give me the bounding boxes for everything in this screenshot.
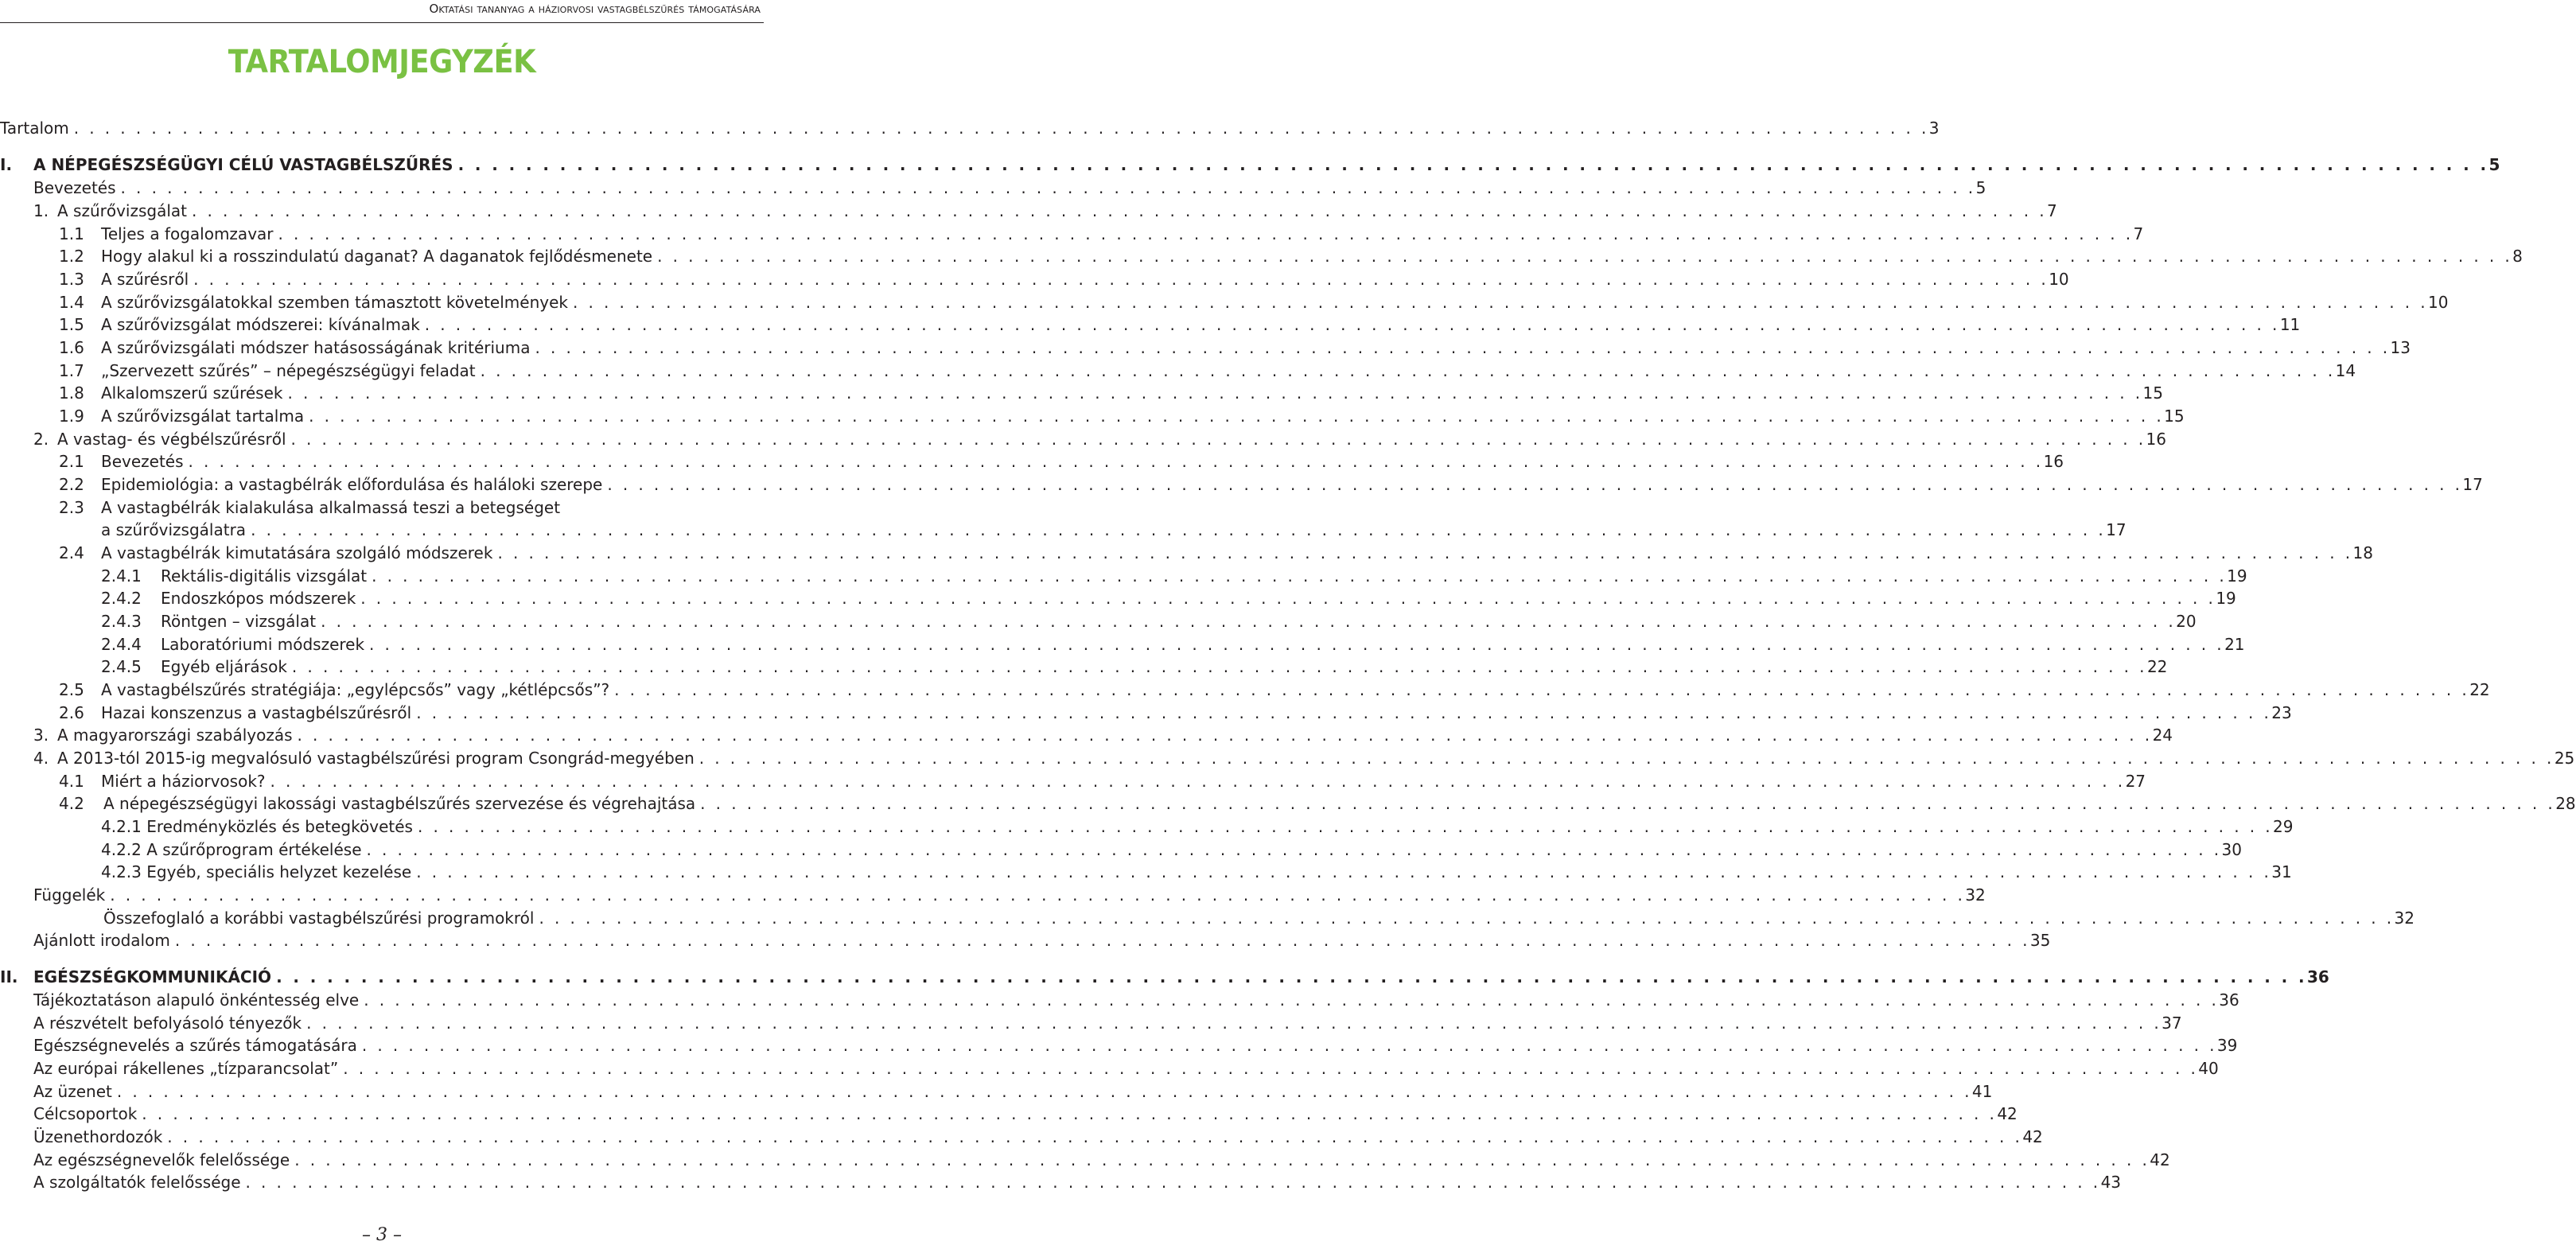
toc-entry-page: 22 <box>2469 680 2490 699</box>
toc-entry-title: Rektális-digitális vizsgálat <box>161 566 368 586</box>
toc-leader-dots: . . . . . . . . . . . . . . . . . . . . . . . . . . . . . . . . . . . . . . . . . . . . . . . . . . . . . . . . . . . . . . . . . . . . . . . . . . . . . . . . . . . . . . . . . . . . . . . . . . . . . . . . . . . . . . . . . . . . . . . . <box>287 383 2143 403</box>
toc-entry-page: 3 <box>1928 119 1940 138</box>
toc-entry[interactable] <box>0 1080 1993 1103</box>
toc-entry-page: 19 <box>2216 589 2236 608</box>
toc-entry-number: 1.2 <box>59 247 84 266</box>
toc-leader-dots: . . . . . . . . . . . . . . . . . . . . . . . . . . . . . . . . . . . . . . . . . . . . . . . . . . . . . . . . . . . . . . . . . . . . . . . . . . . . . . . . . . . . . . . . . . . . . . . . . . . . . . . . . . . . . . . . . . . . . . . . <box>294 1150 2150 1169</box>
toc-leader-dots: . . . . . . . . . . . . . . . . . . . . . . . . . . . . . . . . . . . . . . . . . . . . . . . . . . . . . . . . . . . . . . . . . . . . . . . . . . . . . . . . . . . . . . . . . . . . . . . . . . . . . . . . . . . . . . . . . . . . . . . . <box>417 817 2273 836</box>
toc-entry-title: A népegészségügyi lakossági vastagbélszűrés szervezése és végrehajtása <box>103 794 696 813</box>
toc-entry[interactable] <box>0 519 2127 541</box>
toc-leader-dots: . . . . . . . . . . . . . . . . . . . . . . . . . . . . . . . . . . . . . . . . . . . . . . . . . . . . . . . . . . . . . . . . . . . . . . . . . . . . . . . . . . . . . . . . . . . . . . . . . . . . . . . . . . . . . . . . . . . . . . . . <box>372 566 2228 586</box>
toc-leader-dots: . . . . . . . . . . . . . . . . . . . . . . . . . . . . . . . . . . . . . . . . . . . . . . . . . . . . . . . . . . . . . . . . . . . . . . . . . . . . . . . . . . . . . . . . . . . . . . . . . . . . . . . . . . . . . . . . . . . . . . . . <box>364 990 2220 1010</box>
toc-entry-number: 1.9 <box>59 407 84 426</box>
toc-entry-page: 21 <box>2224 635 2245 654</box>
toc-entry[interactable] <box>0 679 2490 701</box>
toc-entry-page: 32 <box>1965 885 1986 905</box>
toc-entry-title: Egészségnevelés a szűrés támogatására <box>33 1036 357 1055</box>
toc-entry-title: Függelék <box>33 885 106 905</box>
toc-entry-number: 2.4.1 <box>101 566 142 586</box>
toc-entry[interactable] <box>0 223 2144 245</box>
toc-entry-page: 36 <box>2306 967 2329 986</box>
toc-entry[interactable] <box>0 815 2294 838</box>
toc-entry-page: 22 <box>2146 657 2168 676</box>
toc-leader-dots: . . . . . . . . . . . . . . . . . . . . . . . . . . . . . . . . . . . . . . . . . . . . . . . . . . . . . . . . . . . . . . . . . . . . . . . . . . . . . . . . . . . . . . . . . . . . . . . . . . . . . . . . . . . . . . . . . . . . . . . . <box>366 840 2222 859</box>
toc-leader-dots: . . . . . . . . . . . . . . . . . . . . . . . . . . . . . . . . . . . . . . . . . . . . . . . . . . . . . . . . . . . . . . . . . . . . . . . . . . . . . . . . . . . . . . . . . . . . . . . . . . . . . . . . . . . . . . . . . . . . . . . . <box>424 315 2280 334</box>
toc-entry[interactable] <box>0 929 2051 951</box>
toc-entry-page: 15 <box>2142 383 2163 403</box>
toc-leader-dots: . . . . . . . . . . . . . . . . . . . . . . . . . . . . . . . . . . . . . . . . . . . . . . . . . . . . . . . . . . . . . . . . . . . . . . . . . . . . . . . . . . . . . . . . . . . . . . . . . . . . . . . . . . . . . . . . . . . . . . . . <box>309 407 2165 426</box>
toc-entry[interactable] <box>0 1034 2238 1056</box>
toc-leader-dots: . . . . . . . . . . . . . . . . . . . . . . . . . . . . . . . . . . . . . . . . . . . . . . . . . . . . . . . . . . . . . . . . . . . . . . . . . . . . . . . . . . . . . . . . . . . . . . . . . . . . . . . . . . . . . . . . . . . . . . . . <box>297 726 2153 745</box>
toc-entry[interactable] <box>0 450 2064 473</box>
toc-leader-dots: . . . . . . . . . . . . . . . . . . . . . . . . . . . . . . . . . . . . . . . . . . . . . . . . . . . . . . . . . . . . . . . . . . . . . . . . . . . . . . . . . . . . . . . . . . . . . . . . . . . . . . . . . . . . . . . . . . . . . . . . <box>270 772 2126 791</box>
toc-leader-dots: . . . . . . . . . . . . . . . . . . . . . . . . . . . . . . . . . . . . . . . . . . . . . . . . . . . . . . . . . . . . . . . . . . . . . . . . . . . . . . . . . . . . . . . . . . . . . . . . . . . . . . . . . . . . . . . . . . . . . . . . <box>700 794 2556 813</box>
toc-entry-page: 32 <box>2394 909 2415 928</box>
toc-entry-page: 23 <box>2271 703 2292 722</box>
toc-entry-title: Ajánlott irodalom <box>33 931 170 950</box>
toc-entry[interactable] <box>0 117 1940 139</box>
toc-entry-page: 29 <box>2272 817 2294 836</box>
toc-entry-title: Röntgen – vizsgálat <box>161 612 317 631</box>
toc-entry-title: A vastagbélszűrés stratégiája: „egylépcsős” vagy „kétlépcsős”? <box>101 680 610 699</box>
running-title: Oktatási tananyag a háziorvosi vastagbélszűrés támogatására <box>429 2 761 16</box>
toc-entry[interactable] <box>0 724 2173 746</box>
toc-entry[interactable] <box>0 1171 2122 1193</box>
toc-entry-title: A szűrővizsgálat <box>57 201 188 220</box>
toc-entry[interactable] <box>0 1057 2219 1080</box>
toc-entry[interactable] <box>0 989 2239 1011</box>
toc-entry-number: 2.4.4 <box>101 635 142 654</box>
toc-leader-dots: . . . . . . . . . . . . . . . . . . . . . . . . . . . . . . . . . . . . . . . . . . . . . . . . . . . . . . . . . . . . . . . . . . . . . . . . . . . . . . . . . . . . . . . . . . . . . . . . . . . . . . . . . . . . . . . . . . . . . . . . <box>306 1014 2162 1033</box>
toc-leader-dots: . . . . . . . . . . . . . . . . . . . . . . . . . . . . . . . . . . . . . . . . . . . . . . . . . . . . . . . . . . . . . . . . . . . . . . . . . . . . . . . . . . . . . . . . . . . . . . . . . . . . . . . . . . . . . . . . . . . . . . . . <box>535 338 2391 357</box>
toc-leader-dots: . . . . . . . . . . . . . . . . . . . . . . . . . . . . . . . . . . . . . . . . . . . . . . . . . . . . . . . . . . . . . . . . . . . . . . . . . . . . . . . . . . . . . . . . . . . . . . . . . . . . . . . . . . . . . . . . . . . . . . . . <box>110 885 1966 905</box>
toc-entry[interactable] <box>0 496 764 519</box>
toc-entry-page: 13 <box>2390 338 2411 357</box>
toc-leader-dots: . . . . . . . . . . . . . . . . . . . . . . . . . . . . . . . . . . . . . . . . . . . . . . . . . . . . . . . . . . . . . . . . . . . . . . . . . . . . . . . . . . . . . . . . . . . . . . . . . . . . . . . . . . . . . . . . . . . . . . . . <box>360 589 2216 608</box>
toc-entry-number: 2.4 <box>59 543 84 562</box>
toc-entry-number: 1.3 <box>59 270 84 289</box>
toc-entry-title: A szűrővizsgálati módszer hatásosságának kritériuma <box>101 338 531 357</box>
toc-entry-page: 20 <box>2176 612 2197 631</box>
toc-entry-page: 42 <box>2022 1127 2043 1146</box>
toc-entry-title: Hogy alakul ki a rosszindulatú daganat? A daganatok fejlődésmenete <box>101 247 653 266</box>
toc-leader-dots: . . . . . . . . . . . . . . . . . . . . . . . . . . . . . . . . . . . . . . . . . . . . . . . . . . . . . . . . . . . . . . . . . . . . . . . . . . . . . . . . . . . . . . . . . . . . . . . . . . . . . . . . . . . . . . . . . . . . . . . . <box>192 201 2048 220</box>
toc-entry-page: 39 <box>2216 1036 2238 1055</box>
toc-leader-dots: . . . . . . . . . . . . . . . . . . . . . . . . . . . . . . . . . . . . . . . . . . . . . . . . . . . . . . . . . . . . . . . . . . . . . . . . . . . . . . . . . . . . . . . . . . . . . . . . . . . . . . . . . . . . . . . . . . . . . . . . <box>290 430 2146 449</box>
toc-entry-page: 19 <box>2227 566 2247 586</box>
toc-entry-number: 1.7 <box>59 361 84 380</box>
toc-entry-page: 43 <box>2100 1173 2122 1192</box>
toc-entry-title: Célcsoportok <box>33 1104 138 1123</box>
toc-entry[interactable] <box>0 884 1986 906</box>
toc-leader-dots: . . . . . . . . . . . . . . . . . . . . . . . . . . . . . . . . . . . . . . . . . . . . . . . . . . . . . . . . . . . . . . . . . . . . . . . . . . . . . . . . . . . . . . . . . . . . . . . . . . . . . . . . . . . . . . . . . . . . . . . . <box>276 967 2307 986</box>
toc-entry-page: 28 <box>2555 794 2576 813</box>
toc-entry-number: 4.1 <box>59 772 84 791</box>
toc-entry[interactable] <box>0 702 2292 724</box>
toc-entry-number: 2.4.3 <box>101 612 142 631</box>
toc-entry[interactable] <box>0 245 2523 267</box>
toc-entry-number: 2.1 <box>59 452 84 471</box>
toc-entry-title: A vastag- és végbélszűrésről <box>57 430 286 449</box>
toc-entry-title: „Szervezett szűrés” – népegészségügyi feladat <box>101 361 476 380</box>
toc-entry-title: Az európai rákellenes „tízparancsolat” <box>33 1059 339 1078</box>
toc-entry[interactable] <box>0 360 2356 382</box>
toc-entry-title: A vastagbélrák kimutatására szolgáló módszerek <box>101 543 493 562</box>
toc-entry[interactable] <box>0 747 2575 769</box>
toc-entry-page: 14 <box>2335 361 2356 380</box>
toc-entry-title: EGÉSZSÉGKOMMUNIKÁCIÓ <box>33 967 272 986</box>
toc-leader-dots: . . . . . . . . . . . . . . . . . . . . . . . . . . . . . . . . . . . . . . . . . . . . . . . . . . . . . . . . . . . . . . . . . . . . . . . . . . . . . . . . . . . . . . . . . . . . . . . . . . . . . . . . . . . . . . . . . . . . . . . . <box>278 224 2134 243</box>
toc-entry[interactable] <box>0 542 2373 564</box>
toc-leader-dots: . . . . . . . . . . . . . . . . . . . . . . . . . . . . . . . . . . . . . . . . . . . . . . . . . . . . . . . . . . . . . . . . . . . . . . . . . . . . . . . . . . . . . . . . . . . . . . . . . . . . . . . . . . . . . . . . . . . . . . . . <box>416 862 2272 881</box>
toc-entry[interactable] <box>0 291 2449 313</box>
toc-entry-title: 4.2.2 A szűrőprogram értékelése <box>101 840 362 859</box>
toc-entry-number: 4. <box>33 749 49 768</box>
toc-leader-dots: . . . . . . . . . . . . . . . . . . . . . . . . . . . . . . . . . . . . . . . . . . . . . . . . . . . . . . . . . . . . . . . . . . . . . . . . . . . . . . . . . . . . . . . . . . . . . . . . . . . . . . . . . . . . . . . . . . . . . . . . <box>193 270 2049 289</box>
toc-entry-number: I. <box>0 155 13 174</box>
running-header <box>0 0 764 23</box>
toc-leader-dots: . . . . . . . . . . . . . . . . . . . . . . . . . . . . . . . . . . . . . . . . . . . . . . . . . . . . . . . . . . . . . . . . . . . . . . . . . . . . . . . . . . . . . . . . . . . . . . . . . . . . . . . . . . . . . . . . . . . . . . . . <box>245 1173 2101 1192</box>
toc-entry-number: 2.4.2 <box>101 589 142 608</box>
toc-entry-page: 40 <box>2198 1059 2219 1078</box>
toc-entry-page: 17 <box>2106 520 2127 539</box>
toc-leader-dots: . . . . . . . . . . . . . . . . . . . . . . . . . . . . . . . . . . . . . . . . . . . . . . . . . . . . . . . . . . . . . . . . . . . . . . . . . . . . . . . . . . . . . . . . . . . . . . . . . . . . . . . . . . . . . . . . . . . . . . . . <box>188 452 2044 471</box>
toc-entry-title: A 2013-tól 2015-ig megvalósuló vastagbélszűrési program Csongrád-megyében <box>57 749 695 768</box>
toc-entry[interactable] <box>0 587 2236 609</box>
toc-entry-title: Bevezetés <box>33 178 116 197</box>
toc-entry-title: A szűrővizsgálatokkal szemben támasztott követelmények <box>101 293 568 312</box>
toc-entry-number: 2.3 <box>59 498 84 517</box>
toc-leader-dots: . . . . . . . . . . . . . . . . . . . . . . . . . . . . . . . . . . . . . . . . . . . . . . . . . . . . . . . . . . . . . . . . . . . . . . . . . . . . . . . . . . . . . . . . . . . . . . . . . . . . . . . . . . . . . . . . . . . . . . . . <box>572 293 2429 312</box>
toc-entry-page: 11 <box>2279 315 2301 334</box>
toc-entry-title: Üzenethordozók <box>33 1127 163 1146</box>
toc-entry-page: 10 <box>2428 293 2449 312</box>
toc-entry[interactable] <box>0 656 2168 678</box>
toc-entry-title: Teljes a fogalomzavar <box>101 224 274 243</box>
toc-entry[interactable] <box>0 473 2483 496</box>
toc-entry-number: 1.1 <box>59 224 84 243</box>
toc-leader-dots: . . . . . . . . . . . . . . . . . . . . . . . . . . . . . . . . . . . . . . . . . . . . . . . . . . . . . . . . . . . . . . . . . . . . . . . . . . . . . . . . . . . . . . . . . . . . . . . . . . . . . . . . . . . . . . . . . . . . . . . . <box>167 1127 2023 1146</box>
toc-entry-page: 27 <box>2125 772 2146 791</box>
toc-entry-page: 25 <box>2554 749 2575 768</box>
toc-entry-page: 31 <box>2271 862 2292 881</box>
toc-entry-title: A magyarországi szabályozás <box>57 726 293 745</box>
toc-leader-dots: . . . . . . . . . . . . . . . . . . . . . . . . . . . . . . . . . . . . . . . . . . . . . . . . . . . . . . . . . . . . . . . . . . . . . . . . . . . . . . . . . . . . . . . . . . . . . . . . . . . . . . . . . . . . . . . . . . . . . . . . <box>416 703 2272 722</box>
toc-entry[interactable] <box>0 610 2197 632</box>
toc-leader-dots: . . . . . . . . . . . . . . . . . . . . . . . . . . . . . . . . . . . . . . . . . . . . . . . . . . . . . . . . . . . . . . . . . . . . . . . . . . . . . . . . . . . . . . . . . . . . . . . . . . . . . . . . . . . . . . . . . . . . . . . . <box>657 247 2513 266</box>
toc-entry-title: A részvételt befolyásoló tényezők <box>33 1014 302 1033</box>
toc-entry-title: Endoszkópos módszerek <box>161 589 356 608</box>
toc-entry-number: II. <box>0 967 18 986</box>
toc-entry-page: 36 <box>2219 990 2239 1010</box>
toc-entry-page: 30 <box>2221 840 2242 859</box>
toc-entry[interactable] <box>0 177 1986 199</box>
page-number: – 3 – <box>362 1225 402 1245</box>
toc-entry[interactable] <box>0 200 2057 222</box>
toc-leader-dots: . . . . . . . . . . . . . . . . . . . . . . . . . . . . . . . . . . . . . . . . . . . . . . . . . . . . . . . . . . . . . . . . . . . . . . . . . . . . . . . . . . . . . . . . . . . . . . . . . . . . . . . . . . . . . . . . . . . . . . . . <box>174 931 2030 950</box>
toc-entry-number: 1.5 <box>59 315 84 334</box>
toc-entry[interactable] <box>0 405 2185 427</box>
toc-entry-number: 1.6 <box>59 338 84 357</box>
toc-entry[interactable] <box>0 1012 2182 1034</box>
toc-entry-page: 7 <box>2133 224 2144 243</box>
page-title: TARTALOMJEGYZÉK <box>228 44 536 80</box>
toc-entry-number: 2.2 <box>59 475 84 494</box>
toc-entry-page: 15 <box>2164 407 2185 426</box>
toc-entry-title: Egyéb eljárások <box>161 657 287 676</box>
toc-leader-dots: . . . . . . . . . . . . . . . . . . . . . . . . . . . . . . . . . . . . . . . . . . . . . . . . . . . . . . . . . . . . . . . . . . . . . . . . . . . . . . . . . . . . . . . . . . . . . . . . . . . . . . . . . . . . . . . . . . . . . . . . <box>539 909 2395 928</box>
toc-entry-title: Alkalomszerű szűrések <box>101 383 283 403</box>
toc-entry-title: Miért a háziorvosok? <box>101 772 266 791</box>
toc-entry[interactable] <box>0 428 2166 450</box>
toc-entry-page: 17 <box>2462 475 2483 494</box>
toc-entry-title: A szűrésről <box>101 270 189 289</box>
toc-leader-dots: . . . . . . . . . . . . . . . . . . . . . . . . . . . . . . . . . . . . . . . . . . . . . . . . . . . . . . . . . . . . . . . . . . . . . . . . . . . . . . . . . . . . . . . . . . . . . . . . . . . . . . . . . . . . . . . . . . . . . . . . <box>614 680 2470 699</box>
toc-entry-page: 42 <box>1997 1104 2018 1123</box>
toc-entry-title: Tartalom <box>0 119 69 138</box>
toc-entry-number: 2.6 <box>59 703 84 722</box>
toc-entry-number: 1. <box>33 201 49 220</box>
toc-entry-title: Összefoglaló a korábbi vastagbélszűrési programokról <box>103 909 535 928</box>
toc-leader-dots: . . . . . . . . . . . . . . . . . . . . . . . . . . . . . . . . . . . . . . . . . . . . . . . . . . . . . . . . . . . . . . . . . . . . . . . . . . . . . . . . . . . . . . . . . . . . . . . . . . . . . . . . . . . . . . . . . . . . . . . . <box>321 612 2177 631</box>
toc-entry-title: Tájékoztatáson alapuló önkéntesség elve <box>33 990 360 1010</box>
toc-entry-title: 4.2.1 Eredményközlés és betegkövetés <box>101 817 413 836</box>
toc-entry[interactable] <box>0 337 2411 359</box>
toc-entry-page: 37 <box>2162 1014 2182 1033</box>
toc-leader-dots: . . . . . . . . . . . . . . . . . . . . . . . . . . . . . . . . . . . . . . . . . . . . . . . . . . . . . . . . . . . . . . . . . . . . . . . . . . . . . . . . . . . . . . . . . . . . . . . . . . . . . . . . . . . . . . . . . . . . . . . . <box>361 1036 2217 1055</box>
toc-entry-page: 16 <box>2043 452 2064 471</box>
toc-leader-dots: . . . . . . . . . . . . . . . . . . . . . . . . . . . . . . . . . . . . . . . . . . . . . . . . . . . . . . . . . . . . . . . . . . . . . . . . . . . . . . . . . . . . . . . . . . . . . . . . . . . . . . . . . . . . . . . . . . . . . . . . <box>607 475 2463 494</box>
toc-entry[interactable] <box>0 966 2329 988</box>
toc-entry[interactable] <box>0 1103 2018 1125</box>
toc-entry[interactable] <box>0 268 2069 290</box>
toc-leader-dots: . . . . . . . . . . . . . . . . . . . . . . . . . . . . . . . . . . . . . . . . . . . . . . . . . . . . . . . . . . . . . . . . . . . . . . . . . . . . . . . . . . . . . . . . . . . . . . . . . . . . . . . . . . . . . . . . . . . . . . . . <box>480 361 2336 380</box>
toc-leader-dots: . . . . . . . . . . . . . . . . . . . . . . . . . . . . . . . . . . . . . . . . . . . . . . . . . . . . . . . . . . . . . . . . . . . . . . . . . . . . . . . . . . . . . . . . . . . . . . . . . . . . . . . . . . . . . . . . . . . . . . . . <box>291 657 2147 676</box>
toc-entry-title: Epidemiológia: a vastagbélrák előfordulása és haláloki szerepe <box>101 475 603 494</box>
toc-entry-title: Az egészségnevelők felelőssége <box>33 1150 290 1169</box>
toc-entry-title: A szolgáltatók felelőssége <box>33 1173 241 1192</box>
toc-entry-page: 18 <box>2352 543 2373 562</box>
toc-entry-number: 4.2 <box>59 794 84 813</box>
toc-entry-page: 41 <box>1971 1082 1993 1101</box>
toc-entry[interactable] <box>0 861 2292 883</box>
toc-entry-title: Hazai konszenzus a vastagbélszűrésről <box>101 703 412 722</box>
toc-entry-page: 5 <box>1975 178 1986 197</box>
toc-entry-title: 4.2.3 Egyéb, speciális helyzet kezelése <box>101 862 412 881</box>
toc-entry[interactable] <box>0 792 2576 815</box>
toc-entry[interactable] <box>0 839 2242 861</box>
toc-entry-title: A szűrővizsgálat tartalma <box>101 407 305 426</box>
toc-entry[interactable] <box>0 382 2163 404</box>
toc-entry-title: Az üzenet <box>33 1082 112 1101</box>
toc-leader-dots: . . . . . . . . . . . . . . . . . . . . . . . . . . . . . . . . . . . . . . . . . . . . . . . . . . . . . . . . . . . . . . . . . . . . . . . . . . . . . . . . . . . . . . . . . . . . . . . . . . . . . . . . . . . . . . . . . . . . . . . . <box>698 749 2555 768</box>
toc-leader-dots: . . . . . . . . . . . . . . . . . . . . . . . . . . . . . . . . . . . . . . . . . . . . . . . . . . . . . . . . . . . . . . . . . . . . . . . . . . . . . . . . . . . . . . . . . . . . . . . . . . . . . . . . . . . . . . . . . . . . . . . . <box>116 1082 1972 1101</box>
toc-entry-page: 5 <box>2488 155 2500 174</box>
toc-entry-number: 1.8 <box>59 383 84 403</box>
toc-entry-title: a szűrővizsgálatra <box>101 520 247 539</box>
toc-entry-page: 7 <box>2047 201 2057 220</box>
toc-entry-number: 3. <box>33 726 49 745</box>
toc-leader-dots: . . . . . . . . . . . . . . . . . . . . . . . . . . . . . . . . . . . . . . . . . . . . . . . . . . . . . . . . . . . . . . . . . . . . . . . . . . . . . . . . . . . . . . . . . . . . . . . . . . . . . . . . . . . . . . . . . . . . . . . . <box>142 1104 1998 1123</box>
toc-leader-dots: . . . . . . . . . . . . . . . . . . . . . . . . . . . . . . . . . . . . . . . . . . . . . . . . . . . . . . . . . . . . . . . . . . . . . . . . . . . . . . . . . . . . . . . . . . . . . . . . . . . . . . . . . . . . . . . . . . . . . . . . <box>120 178 1976 197</box>
toc-entry-title: A NÉPEGÉSZSÉGÜGYI CÉLÚ VASTAGBÉLSZŰRÉS <box>33 155 453 174</box>
toc-entry[interactable] <box>0 907 2415 929</box>
toc-leader-dots: . . . . . . . . . . . . . . . . . . . . . . . . . . . . . . . . . . . . . . . . . . . . . . . . . . . . . . . . . . . . . . . . . . . . . . . . . . . . . . . . . . . . . . . . . . . . . . . . . . . . . . . . . . . . . . . . . . . . . . . . <box>251 520 2107 539</box>
toc-entry-number: 2.5 <box>59 680 84 699</box>
toc-entry-page: 24 <box>2152 726 2173 745</box>
toc-entry-title: Bevezetés <box>101 452 184 471</box>
toc-entry-page: 16 <box>2146 430 2166 449</box>
toc-entry[interactable] <box>0 770 2146 792</box>
toc-entry-title: A vastagbélrák kialakulása alkalmassá teszi a betegséget <box>101 498 561 517</box>
toc-leader-dots: . . . . . . . . . . . . . . . . . . . . . . . . . . . . . . . . . . . . . . . . . . . . . . . . . . . . . . . . . . . . . . . . . . . . . . . . . . . . . . . . . . . . . . . . . . . . . . . . . . . . . . . . . . . . . . . . . . . . . . . . <box>497 543 2353 562</box>
toc-entry[interactable] <box>0 565 2247 587</box>
toc-entry-title: Laboratóriumi módszerek <box>161 635 365 654</box>
toc-entry-title: A szűrővizsgálat módszerei: kívánalmak <box>101 315 420 334</box>
toc-entry[interactable] <box>0 313 2301 336</box>
toc-entry-number: 2.4.5 <box>101 657 142 676</box>
toc-entry-page: 8 <box>2512 247 2523 266</box>
toc-entry[interactable] <box>0 1126 2043 1148</box>
toc-entry-page: 42 <box>2150 1150 2170 1169</box>
toc-entry-page: 10 <box>2049 270 2069 289</box>
toc-leader-dots: . . . . . . . . . . . . . . . . . . . . . . . . . . . . . . . . . . . . . . . . . . . . . . . . . . . . . . . . . . . . . . . . . . . . . . . . . . . . . . . . . . . . . . . . . . . . . . . . . . . . . . . . . . . . . . . . . . . . . . . . <box>457 155 2489 174</box>
toc-entry-number: 2. <box>33 430 49 449</box>
toc-entry[interactable] <box>0 633 2245 656</box>
toc-entry-page: 35 <box>2029 931 2051 950</box>
toc-entry[interactable] <box>0 154 2500 176</box>
toc-leader-dots: . . . . . . . . . . . . . . . . . . . . . . . . . . . . . . . . . . . . . . . . . . . . . . . . . . . . . . . . . . . . . . . . . . . . . . . . . . . . . . . . . . . . . . . . . . . . . . . . . . . . . . . . . . . . . . . . . . . . . . . . <box>73 119 1929 138</box>
toc-leader-dots: . . . . . . . . . . . . . . . . . . . . . . . . . . . . . . . . . . . . . . . . . . . . . . . . . . . . . . . . . . . . . . . . . . . . . . . . . . . . . . . . . . . . . . . . . . . . . . . . . . . . . . . . . . . . . . . . . . . . . . . . <box>369 635 2225 654</box>
toc-leader-dots: . . . . . . . . . . . . . . . . . . . . . . . . . . . . . . . . . . . . . . . . . . . . . . . . . . . . . . . . . . . . . . . . . . . . . . . . . . . . . . . . . . . . . . . . . . . . . . . . . . . . . . . . . . . . . . . . . . . . . . . . <box>343 1059 2199 1078</box>
toc-entry-number: 1.4 <box>59 293 84 312</box>
toc-entry[interactable] <box>0 1149 2170 1171</box>
